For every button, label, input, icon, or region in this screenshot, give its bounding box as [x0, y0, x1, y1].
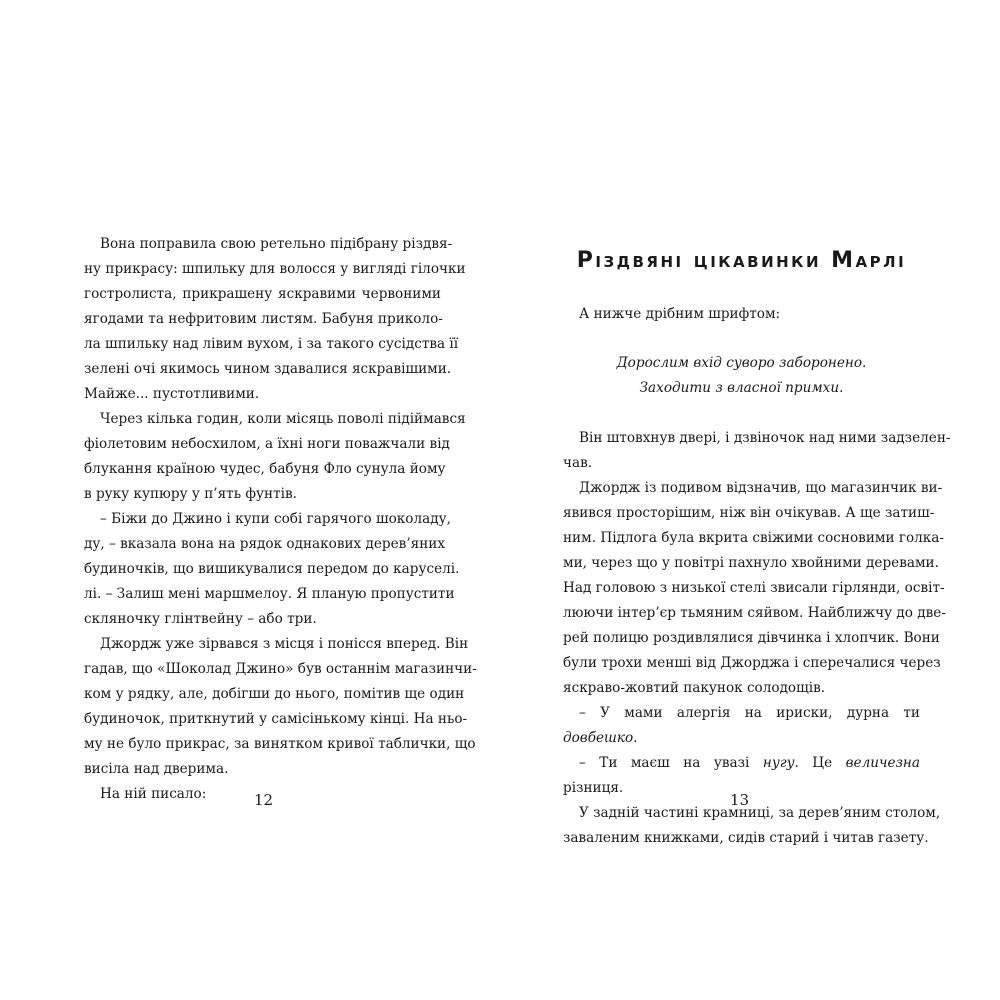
chapter-title: Різдвяні цікавинки Марлі [576, 248, 907, 273]
page-number-left: 12 [254, 791, 274, 809]
text-line: висіла над дверима. [84, 761, 229, 777]
text-line: У задній частині крамниці, за дерев’яним столом, [579, 805, 941, 821]
right-page [563, 232, 951, 851]
left-page [84, 232, 477, 807]
text-line: лі. – Залиш мені маршмелоу. Я планую пропустити [84, 586, 455, 602]
text-line: ну прикрасу: шпильку для волосся у вигляді гілочки [84, 261, 466, 277]
paragraph-1 [563, 426, 951, 476]
dialogue-text: – Ти маєш на увазі [579, 755, 763, 771]
paragraph-2 [563, 476, 946, 701]
text-line: були трохи менші від Джорджа і сперечалися через [563, 655, 941, 671]
text-line: ним. Підлога була вкрита свіжими сосновими голка- [563, 530, 944, 546]
dialogue-text: – У мами алергія на ириски, дурна ти [579, 705, 920, 721]
text-line: зелені очі якимось чином здавалися яскравішими. [84, 361, 452, 377]
text-line: ягодами та нефритовим листям. Бабуня приколо- [84, 311, 443, 327]
text-line: явився просторішим, ніж він очікував. А ще затиш- [563, 505, 935, 521]
text-line: блукання країною чудес, бабуня Фло сунула йому [84, 461, 446, 477]
emphasis-text: нугу [762, 755, 795, 771]
emphasis-text: довбешко. [563, 730, 638, 746]
page-number-right: 13 [730, 791, 750, 809]
sign-line-2: Заходити з власної примхи. [639, 380, 844, 396]
paragraph-1 [84, 232, 466, 407]
text-line: Джордж уже зірвався з місця і понісся вперед. Він [100, 636, 469, 652]
dialogue-text: . Це [794, 755, 846, 771]
text-line: ду, – вказала вона на рядок однакових дерев’яних [84, 536, 446, 552]
text-line: будиночків, що вишикувалися передом до каруселі. [84, 561, 460, 577]
text-line: ла шпильку над лівим вухом, і за такого сусідства її [84, 336, 459, 352]
text-line: будиночок, приткнутий у самісінькому кінці. На ньо- [84, 711, 468, 727]
text-line: ком у рядку, але, добігши до нього, помітив ще один [84, 686, 465, 702]
text-line: му не було прикрас, за винятком кривої таблички, що [84, 736, 476, 752]
text-line: Джордж із подивом відзначив, що магазинчик ви- [579, 480, 943, 496]
text-line: Майже... пустотливими. [84, 386, 260, 402]
text-line: Він штовхнув двері, і дзвіночок над ними задзелен- [579, 430, 951, 446]
emphasis-text: величезна [845, 755, 920, 771]
paragraph-2 [84, 407, 466, 507]
text-line: скляночку глінтвейну – або три. [84, 611, 317, 627]
text-line: Над головою з низької стелі звисали гірлянди, освіт- [563, 580, 945, 596]
text-line: в руку купюру у п’ять фунтів. [84, 486, 297, 502]
text-line: заваленим книжками, сидів старий і читав газету. [563, 830, 929, 846]
subtitle-line: А нижче дрібним шрифтом: [579, 306, 781, 322]
dialogue-line-1 [563, 701, 920, 751]
paragraph-3 [84, 507, 460, 632]
text-line: гадав, що «Шоколад Джино» був останнім магазинчи- [84, 661, 477, 677]
text-line: рей полицю роздивлялися дівчинка і хлопчик. Вони [563, 630, 940, 646]
text-line: чав. [563, 455, 593, 471]
shop-sign [563, 351, 920, 401]
text-line: – Біжи до Джино і купи собі гарячого шоколаду, [100, 511, 451, 527]
text-line: гостролиста, прикрашену яскравими червоними [84, 286, 441, 302]
text-line: Вона поправила свою ретельно підібрану різдвя- [100, 236, 453, 252]
text-line: люючи інтер’єр тьмяним сяйвом. Найближчу до две- [563, 605, 946, 621]
dialogue-text: різниця. [563, 780, 624, 796]
paragraph-4 [84, 632, 477, 782]
paragraph-5: На ній писало: [100, 786, 207, 802]
text-line: ми, через що у повітрі пахнуло хвойними деревами. [563, 555, 939, 571]
sign-line-1: Дорослим вхід суворо заборонено. [616, 355, 867, 371]
text-line: фіолетовим небосхилом, а їхні ноги поважчали від [84, 436, 450, 452]
text-line: яскраво-жовтий пакунок солодощів. [563, 680, 826, 696]
text-line: Через кілька годин, коли місяць поволі підіймався [100, 411, 466, 427]
